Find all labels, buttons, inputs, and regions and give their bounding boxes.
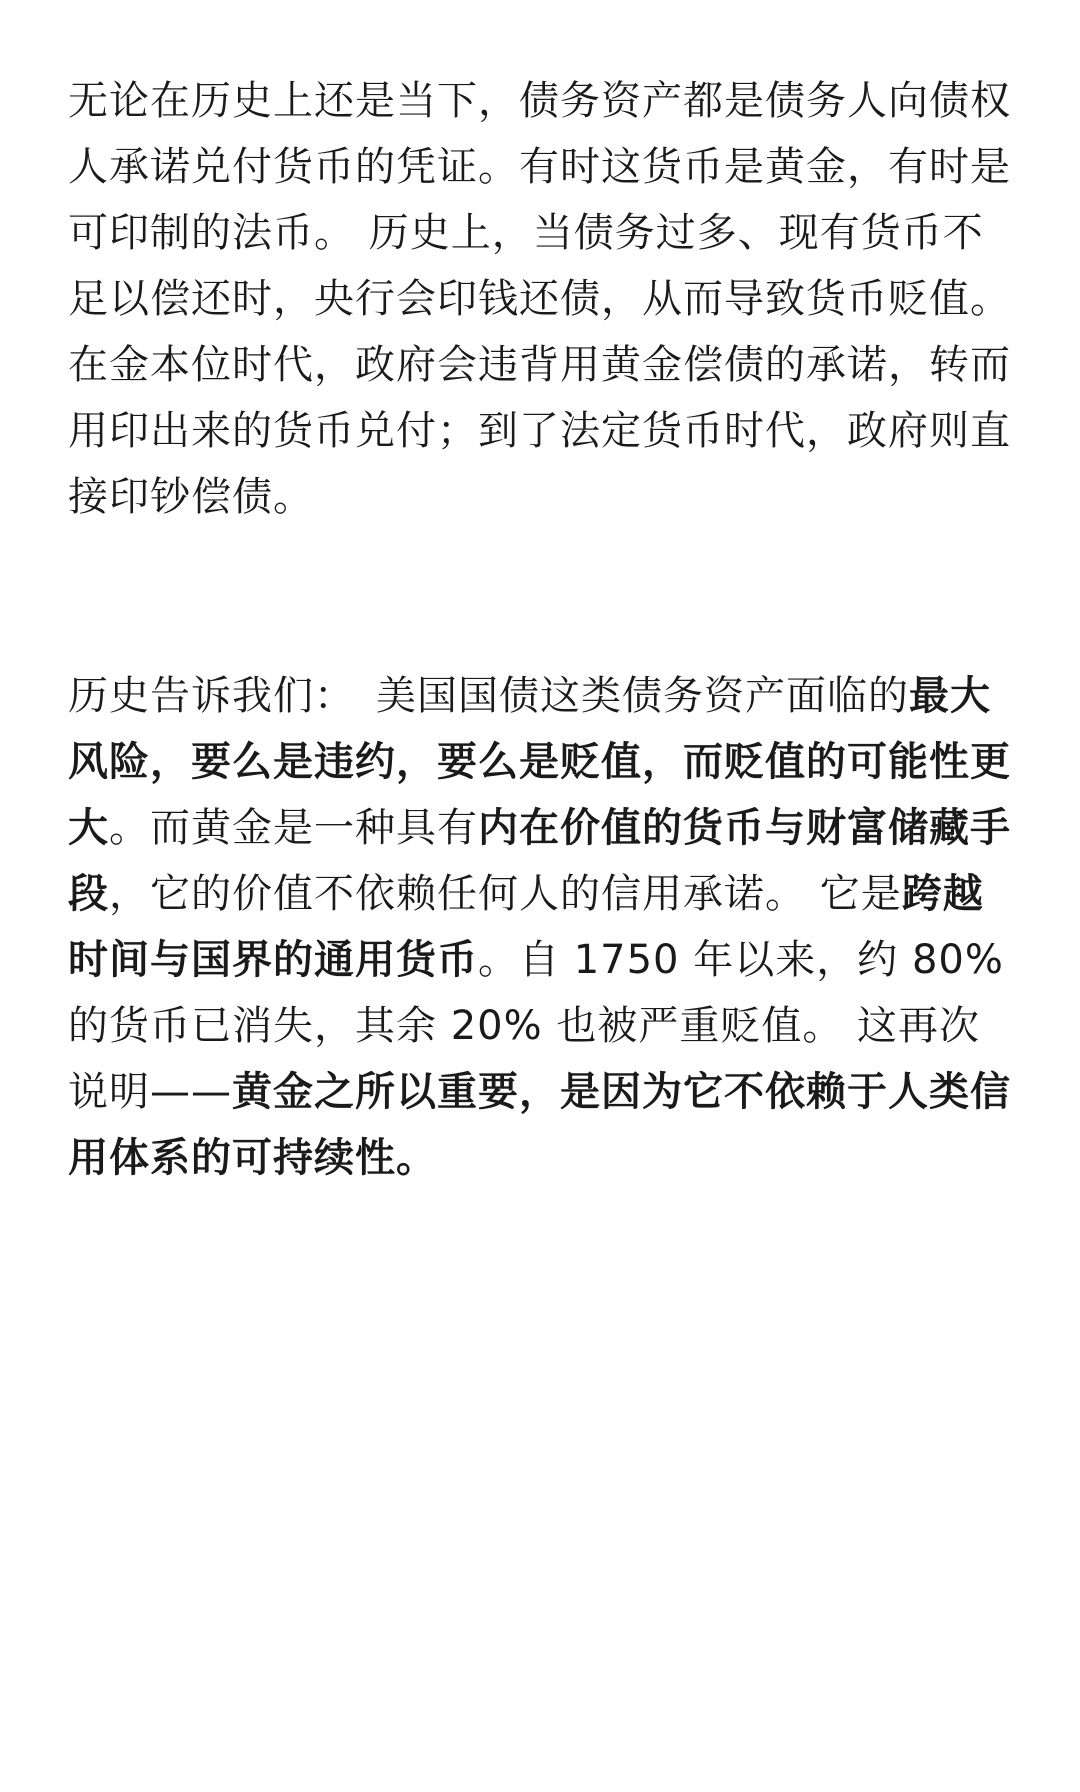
article-paragraph-2: [68, 663, 1012, 1191]
paragraph-2-bold-2: 内在价值的货币与财富储藏手段: [68, 805, 1011, 917]
paragraph-2-text-4: 。自 1750 年以来，约 80% 的货币已消失，其余 20% 也被严重贬值。 这再次说明——: [68, 937, 1004, 1115]
paragraph-2-bold-1: 最大风险，要么是违约，要么是贬值，而贬值的可能性更大: [68, 673, 1011, 851]
paragraph-2-text-2: 。而黄金是一种具有: [109, 805, 478, 851]
paragraph-2-bold-3: 跨越时间与国界的通用货币: [68, 871, 984, 983]
paragraph-2-bold-4: 黄金之所以重要，是因为它不依赖于人类信用体系的可持续性。: [68, 1069, 1011, 1181]
article-paragraph-1: 无论在历史上还是当下，债务资产都是债务人向债权人承诺兑付货币的凭证。有时这货币是黄金，有时是可印制的法币。 历史上，当债务过多、现有货币不足以偿还时，央行会印钱还债，从而导致货币贬值。在金本位时代，政府会违背用黄金偿债的承诺，转而用印出来的货币兑付；到了法定货币时代，政府则直接印钞偿债。: [68, 78, 1011, 520]
paragraph-2-text-3: ，它的价值不依赖任何人的信用承诺。 它是: [109, 871, 902, 917]
paragraph-2-text-1: 历史告诉我们： 美国国债这类债务资产面临的: [68, 673, 909, 719]
article-body: [68, 68, 1012, 1191]
